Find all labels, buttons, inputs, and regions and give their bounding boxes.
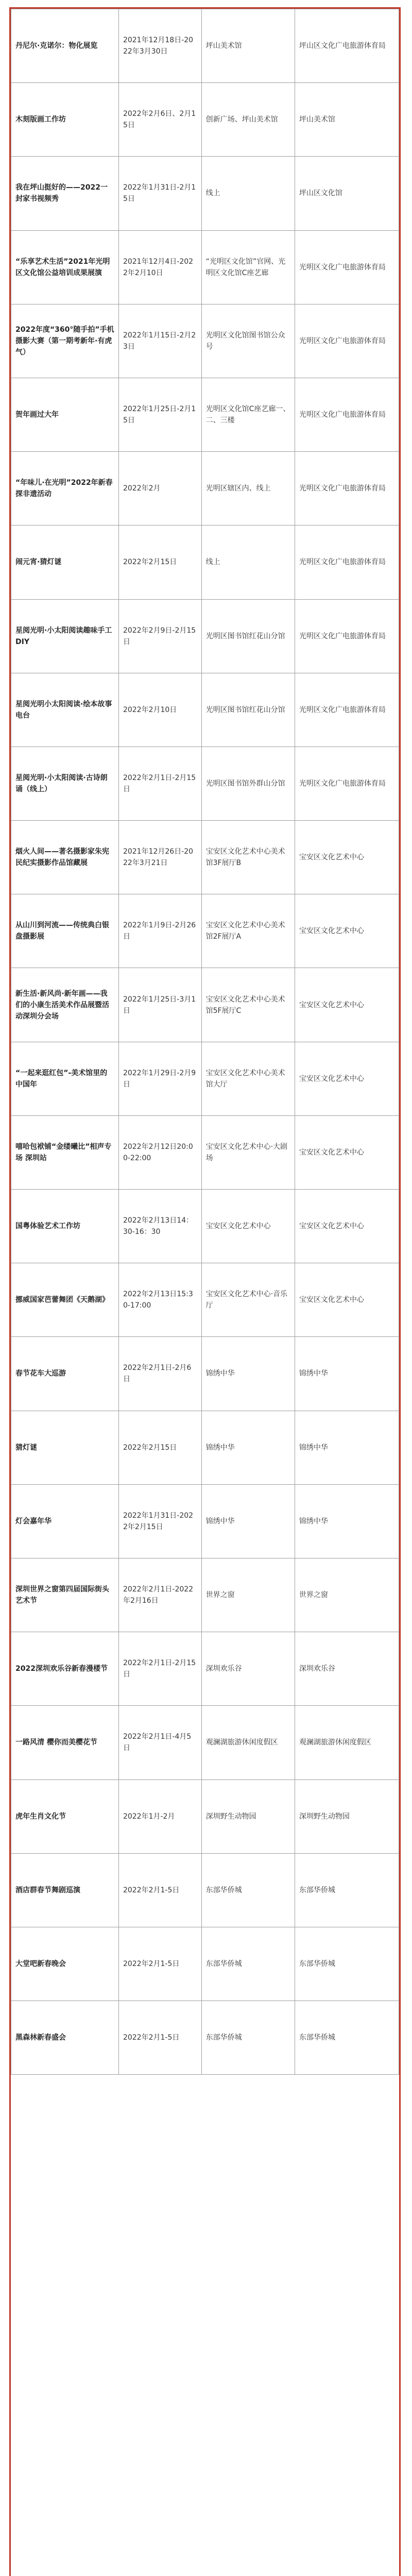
event-venue: 光明区图书馆红花山分馆 [201,599,295,673]
event-name: 2022深圳欢乐谷新春漫楼节 [11,1632,119,1706]
event-name: 国粤体验艺术工作坊 [11,1190,119,1263]
event-time: 2022年2月15日 [118,1411,201,1484]
event-organizer: 光明区文化广电旅游体育局 [295,747,399,820]
table-row [11,1115,399,1189]
event-organizer: 深圳欢乐谷 [295,1632,399,1706]
table-row [11,1927,399,2001]
event-organizer: 东部华侨城 [295,1853,399,1927]
event-name: “年味儿·在光明”2022年新春探非遗活动 [11,452,119,526]
table-row [11,378,399,451]
event-time: 2022年2月1-5日 [118,1853,201,1927]
event-time: 2022年2月15日 [118,526,201,599]
event-venue: 锦绣中华 [201,1337,295,1411]
event-venue: 观澜湖旅游休闲度假区 [201,1706,295,1780]
event-organizer: 光明区文化广电旅游体育局 [295,378,399,451]
event-time: 2022年2月1-5日 [118,1927,201,2001]
event-organizer: 光明区文化广电旅游体育局 [295,230,399,304]
event-name: “乐享艺术生活”2021年光明区文化馆公益培训成果展演 [11,230,119,304]
event-time: 2022年1月31日-2022年2月15日 [118,1484,201,1558]
table-row [11,526,399,599]
event-organizer: 世界之窗 [295,1558,399,1632]
event-name: 黑森林新春盛会 [11,2001,119,2075]
event-time: 2022年2月1日-2022年2月16日 [118,1558,201,1632]
table-row [11,968,399,1042]
events-table [11,9,399,2075]
event-organizer: 观澜湖旅游休闲度假区 [295,1706,399,1780]
event-venue: 锦绣中华 [201,1484,295,1558]
event-venue: 宝安区文化艺术中心·大剧场 [201,1115,295,1189]
table-row [11,1706,399,1780]
event-name: 灯会嘉年华 [11,1484,119,1558]
table-row [11,1337,399,1411]
event-time: 2022年1月31日-2月15日 [118,157,201,230]
event-venue: 光明区辖区内、线上 [201,452,295,526]
event-organizer: 光明区文化广电旅游体育局 [295,526,399,599]
event-time: 2022年1月29日-2月9日 [118,1042,201,1115]
table-row [11,304,399,378]
event-organizer: 深圳野生动物园 [295,1780,399,1853]
event-organizer: 锦绣中华 [295,1337,399,1411]
table-row [11,1042,399,1115]
event-name: 酒店群春节舞剧巡演 [11,1853,119,1927]
event-time: 2022年2月12日20:00-22:00 [118,1115,201,1189]
event-time: 2022年1月25日-3月1日 [118,968,201,1042]
event-venue: 创新广场、坪山美术馆 [201,83,295,157]
event-time: 2021年12月18日-2022年3月30日 [118,9,201,83]
event-venue: 光明区图书馆外群山分馆 [201,747,295,820]
table-row [11,452,399,526]
event-time: 2022年2月1-5日 [118,2001,201,2075]
event-venue: 深圳欢乐谷 [201,1632,295,1706]
event-name: 星阅光明·小太阳阅读·古诗朗诵（线上） [11,747,119,820]
event-venue: 宝安区文化艺术中心·音乐厅 [201,1263,295,1337]
event-name: 星阅光明·小太阳阅读趣味手工DIY [11,599,119,673]
event-venue: 东部华侨城 [201,2001,295,2075]
event-venue: 宝安区文化艺术中心美术馆5F展厅C [201,968,295,1042]
event-name: 2022年度“360°随手拍”手机摄影大赛（第一期考新年·有虎气） [11,304,119,378]
event-venue: 东部华侨城 [201,1927,295,2001]
event-venue: 深圳野生动物园 [201,1780,295,1853]
event-organizer: 宝安区文化艺术中心 [295,1190,399,1263]
event-name: “一起来逛红包”-美术馆里的中国年 [11,1042,119,1115]
event-venue: 东部华侨城 [201,1853,295,1927]
event-venue: “光明区文化馆”官网、光明区文化馆C座艺廊 [201,230,295,304]
event-time: 2022年1月9日-2月26日 [118,894,201,968]
event-organizer: 宝安区文化艺术中心 [295,1263,399,1337]
table-row [11,9,399,83]
event-time: 2022年1月25日-2月15日 [118,378,201,451]
event-name: 挪威国家芭蕾舞团《天鹅湖》 [11,1263,119,1337]
table-row [11,230,399,304]
event-name: 闹元宵·猜灯谜 [11,526,119,599]
event-venue: 坪山美术馆 [201,9,295,83]
event-venue: 宝安区文化艺术中心美术馆大厅 [201,1042,295,1115]
event-name: 猜灯谜 [11,1411,119,1484]
event-name: 丹尼尔·克诺尔：物化展览 [11,9,119,83]
table-row [11,1853,399,1927]
event-time: 2022年2月1日-2月15日 [118,1632,201,1706]
event-organizer: 东部华侨城 [295,1927,399,2001]
event-organizer: 坪山区文化广电旅游体育局 [295,9,399,83]
event-name: 新生活·新风尚·新年画——我们的小康生活美术作品展暨活动深圳分会场 [11,968,119,1042]
table-row [11,1263,399,1337]
table-row [11,1780,399,1853]
event-name: 星阅光明小太阳阅读·绘本故事电台 [11,673,119,747]
event-organizer: 宝安区文化艺术中心 [295,1115,399,1189]
table-row [11,157,399,230]
event-organizer: 锦绣中华 [295,1484,399,1558]
event-time: 2022年2月9日-2月15日 [118,599,201,673]
event-organizer: 宝安区文化艺术中心 [295,894,399,968]
event-venue: 光明区文化馆图书馆公众号 [201,304,295,378]
event-venue: 锦绣中华 [201,1411,295,1484]
events-table-body [11,9,399,2075]
event-time: 2022年2月1日-2月15日 [118,747,201,820]
table-row [11,1632,399,1706]
table-row [11,83,399,157]
table-row [11,747,399,820]
event-venue: 宝安区文化艺术中心美术馆2F展厅A [201,894,295,968]
event-venue: 世界之窗 [201,1558,295,1632]
event-name: 大堂吧新春晚会 [11,1927,119,2001]
event-time: 2022年1月15日-2月23日 [118,304,201,378]
event-time: 2022年2月13日15:30-17:00 [118,1263,201,1337]
event-organizer: 东部华侨城 [295,2001,399,2075]
event-name: 我在坪山挺好的——2022一封家书视频秀 [11,157,119,230]
event-organizer: 光明区文化广电旅游体育局 [295,452,399,526]
event-time: 2021年12月26日-2022年3月21日 [118,821,201,894]
event-name: 嘻哈包袱铺“金缕曦比”相声专场 深圳站 [11,1115,119,1189]
table-row [11,1558,399,1632]
event-venue: 光明区图书馆红花山分馆 [201,673,295,747]
event-organizer: 锦绣中华 [295,1411,399,1484]
event-time: 2022年2月13日14：30-16：30 [118,1190,201,1263]
event-time: 2022年1月-2月 [118,1780,201,1853]
event-time: 2021年12月4日-2022年2月10日 [118,230,201,304]
event-name: 木刻版画工作坊 [11,83,119,157]
table-row [11,1190,399,1263]
event-venue: 线上 [201,157,295,230]
event-name: 春节花车大巡游 [11,1337,119,1411]
event-time: 2022年2月10日 [118,673,201,747]
table-row [11,821,399,894]
event-organizer: 光明区文化广电旅游体育局 [295,304,399,378]
event-organizer: 坪山区文化馆 [295,157,399,230]
event-name: 深圳世界之窗第四届国际街头艺术节 [11,1558,119,1632]
event-organizer: 光明区文化广电旅游体育局 [295,673,399,747]
event-venue: 光明区文化馆C座艺廊一、二、三楼 [201,378,295,451]
table-row [11,894,399,968]
event-time: 2022年2月 [118,452,201,526]
event-venue: 线上 [201,526,295,599]
table-row [11,1411,399,1484]
event-organizer: 宝安区文化艺术中心 [295,968,399,1042]
table-row [11,1484,399,1558]
event-venue: 宝安区文化艺术中心美术馆3F展厅B [201,821,295,894]
table-row [11,673,399,747]
table-row [11,599,399,673]
events-table-frame [9,7,401,2576]
event-time: 2022年2月1日-4月5日 [118,1706,201,1780]
event-organizer: 坪山美术馆 [295,83,399,157]
event-time: 2022年2月6日、2月15日 [118,83,201,157]
event-name: 从山川到河流——传统典白银盘摄影展 [11,894,119,968]
event-organizer: 宝安区文化艺术中心 [295,1042,399,1115]
event-organizer: 宝安区文化艺术中心 [295,821,399,894]
table-row [11,2001,399,2075]
event-name: 虎年生肖文化节 [11,1780,119,1853]
event-organizer: 光明区文化广电旅游体育局 [295,599,399,673]
event-name: 烟火人间——著名摄影家朱宪民纪实摄影作品馆藏展 [11,821,119,894]
event-name: 一路风清 樱你而美樱花节 [11,1706,119,1780]
event-name: 贺年画过大年 [11,378,119,451]
event-time: 2022年2月1日-2月6日 [118,1337,201,1411]
event-venue: 宝安区文化艺术中心 [201,1190,295,1263]
